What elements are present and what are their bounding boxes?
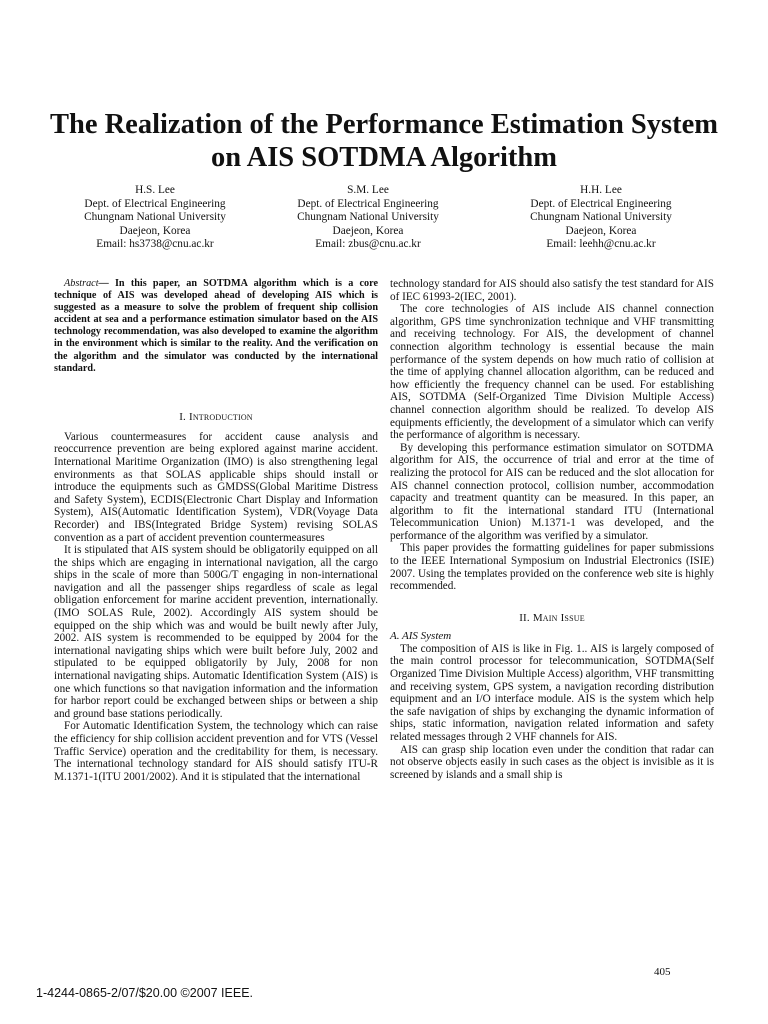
abstract-label: Abstract (64, 278, 99, 289)
author-city: Daejeon, Korea (332, 224, 404, 237)
abstract (54, 278, 378, 375)
paragraph: This paper provides the formatting guidelines for paper submissions to the IEEE International Symposium on Industrial Electronics (ISIE) 2007. Using the templates provided on the conference web site is highly recommended. (390, 542, 714, 593)
author-email: Email: hs3738@cnu.ac.kr (96, 238, 214, 251)
author-email: Email: leehh@cnu.ac.kr (546, 238, 656, 251)
paragraph: The composition of AIS is like in Fig. 1.. AIS is largely composed of the main control processor for telecommunication, SOTDMA(Self Organized Time Division Multiple Access) algorithm, VHF transmitting and receiving system, GPS system, a navigation recording distribution equipment and an I/O interface module. AIS is the system which help the safe navigation of ships by exchanging the dynamic information of ships, static information, navigation related information and safety related messages through 2 VHF channels for AIS. (390, 642, 714, 743)
subsection-heading-ais-system: A. AIS System (390, 629, 452, 642)
left-column (54, 278, 378, 783)
author-2 (253, 184, 483, 252)
author-university: Chungnam National University (297, 211, 439, 224)
author-name: H.S. Lee (135, 184, 175, 196)
copyright-footer: 1-4244-0865-2/07/$20.00 ©2007 IEEE. (36, 986, 254, 1000)
paragraph: Various countermeasures for accident cause analysis and reoccurrence prevention are being explored against marine accident. International Maritime Organization (IMO) is also strengthening legal environments as that SOLAS applicable ships should install or introduce the equipments such as GMDSS(Global Maritime Distress and Safety System), ECDIS(Electronic Chart Display and Information System), AIS(Automatic Identification System), VDR(Voyage Data Recorder) and IBS(Integrated Bridge System) revising SOLAS convention as a part of accident prevention countermeasures (54, 430, 378, 544)
author-city: Daejeon, Korea (565, 224, 637, 237)
author-3 (486, 184, 716, 252)
page-number: 405 (654, 966, 671, 978)
author-dept: Dept. of Electrical Engineering (530, 197, 672, 210)
author-block (0, 184, 768, 264)
abstract-text: — In this paper, an SOTDMA algorithm which is a core technique of AIS was developed ahead of developing AIS which is suggested as a measure to solve the problem of frequent ship collision accident at sea and a performance estimation simulator based on the AIS technology recommendation, was also developed to examine the algorithm in the environment which is similar to the reality. And the verification on the algorithm and the simulator was conducted by the international standard. (54, 278, 378, 374)
author-email: Email: zbus@cnu.ac.kr (315, 238, 421, 251)
author-name: S.M. Lee (347, 184, 389, 196)
author-university: Chungnam National University (84, 211, 226, 224)
paragraph: AIS can grasp ship location even under the condition that radar can not observe objects easily in such cases as the object is invisible as it is screened by islands and a small ship is (390, 743, 714, 781)
section-heading-introduction: I. Introduction (179, 410, 253, 423)
author-dept: Dept. of Electrical Engineering (297, 197, 439, 210)
author-dept: Dept. of Electrical Engineering (84, 197, 226, 210)
author-1 (40, 184, 270, 252)
paper-title: The Realization of the Performance Estimation System on AIS SOTDMA Algorithm (49, 109, 719, 173)
right-column (390, 278, 714, 781)
paragraph: For Automatic Identification System, the technology which can raise the efficiency for ship collision accident prevention and for VTS (Vessel Traffic Service) operation and the creditability for them, is necessary. The international technology standard for AIS should satisfy ITU-R M.1371-1(ITU 2001/2002). And it is stipulated that the international (54, 720, 378, 783)
paragraph: The core technologies of AIS include AIS channel connection algorithm, GPS time synchronization technique and VHF transmitting and receiving technology. For AIS, the development of channel connection algorithm technology is essential because the main performance of the system depends on how much ratio of collision at the time of applying channel allocation algorithm, can be reduced and how efficiently the frequency channel can be used. For establishing AIS, SOTDMA (Self-Organized Time Division Multiple Access) channel connection algorithm should be realized. To develop AIS equipments efficiently, the development of a simulator which can verify the performance of algorithm is necessary. (390, 303, 714, 442)
paragraph: By developing this performance estimation simulator on SOTDMA algorithm for AIS, the occurrence of trial and error at the time of realizing the protocol for AIS can be reduced and the slot allocation for AIS channel connection protocol, collision number, accommodation capacity and treatment quantity can be measured. In this paper, an algorithm to fit the international standard ITU (International Telecommunication Union) M.1371-1 was developed, and the performance of the algorithm was verified by a simulator. (390, 441, 714, 542)
author-name: H.H. Lee (580, 184, 622, 196)
paragraph: technology standard for AIS should also satisfy the test standard for AIS of IEC 61993-2(IEC, 2001). (390, 278, 714, 303)
author-university: Chungnam National University (530, 211, 672, 224)
paragraph: It is stipulated that AIS system should be obligatorily equipped on all the ships which are engaging in international navigation, all the cargo ships in the scale of more than 500G/T engaging in non-international navigation and all the passenger ships regardless of scale as legal obligation enforcement for marine accident prevention, internationally. (IMO SOLAS Rule, 2002). Accordingly AIS system should be equipped on the ship which was and would be built newly after July, 2002. AIS system is recommended to be equipped by 2004 for the international navigating ships which were built before July, 2002 and stipulated to be equipped obligatorily by July, 2008 for non international navigating ships. Automatic Identification System (AIS) is one which functions so that navigation information and the information for harbor report could be exchanged between ships or between a ship and ground base stations periodically. (54, 544, 378, 720)
author-city: Daejeon, Korea (119, 224, 191, 237)
section-heading-main-issue: II. Main Issue (519, 611, 585, 624)
